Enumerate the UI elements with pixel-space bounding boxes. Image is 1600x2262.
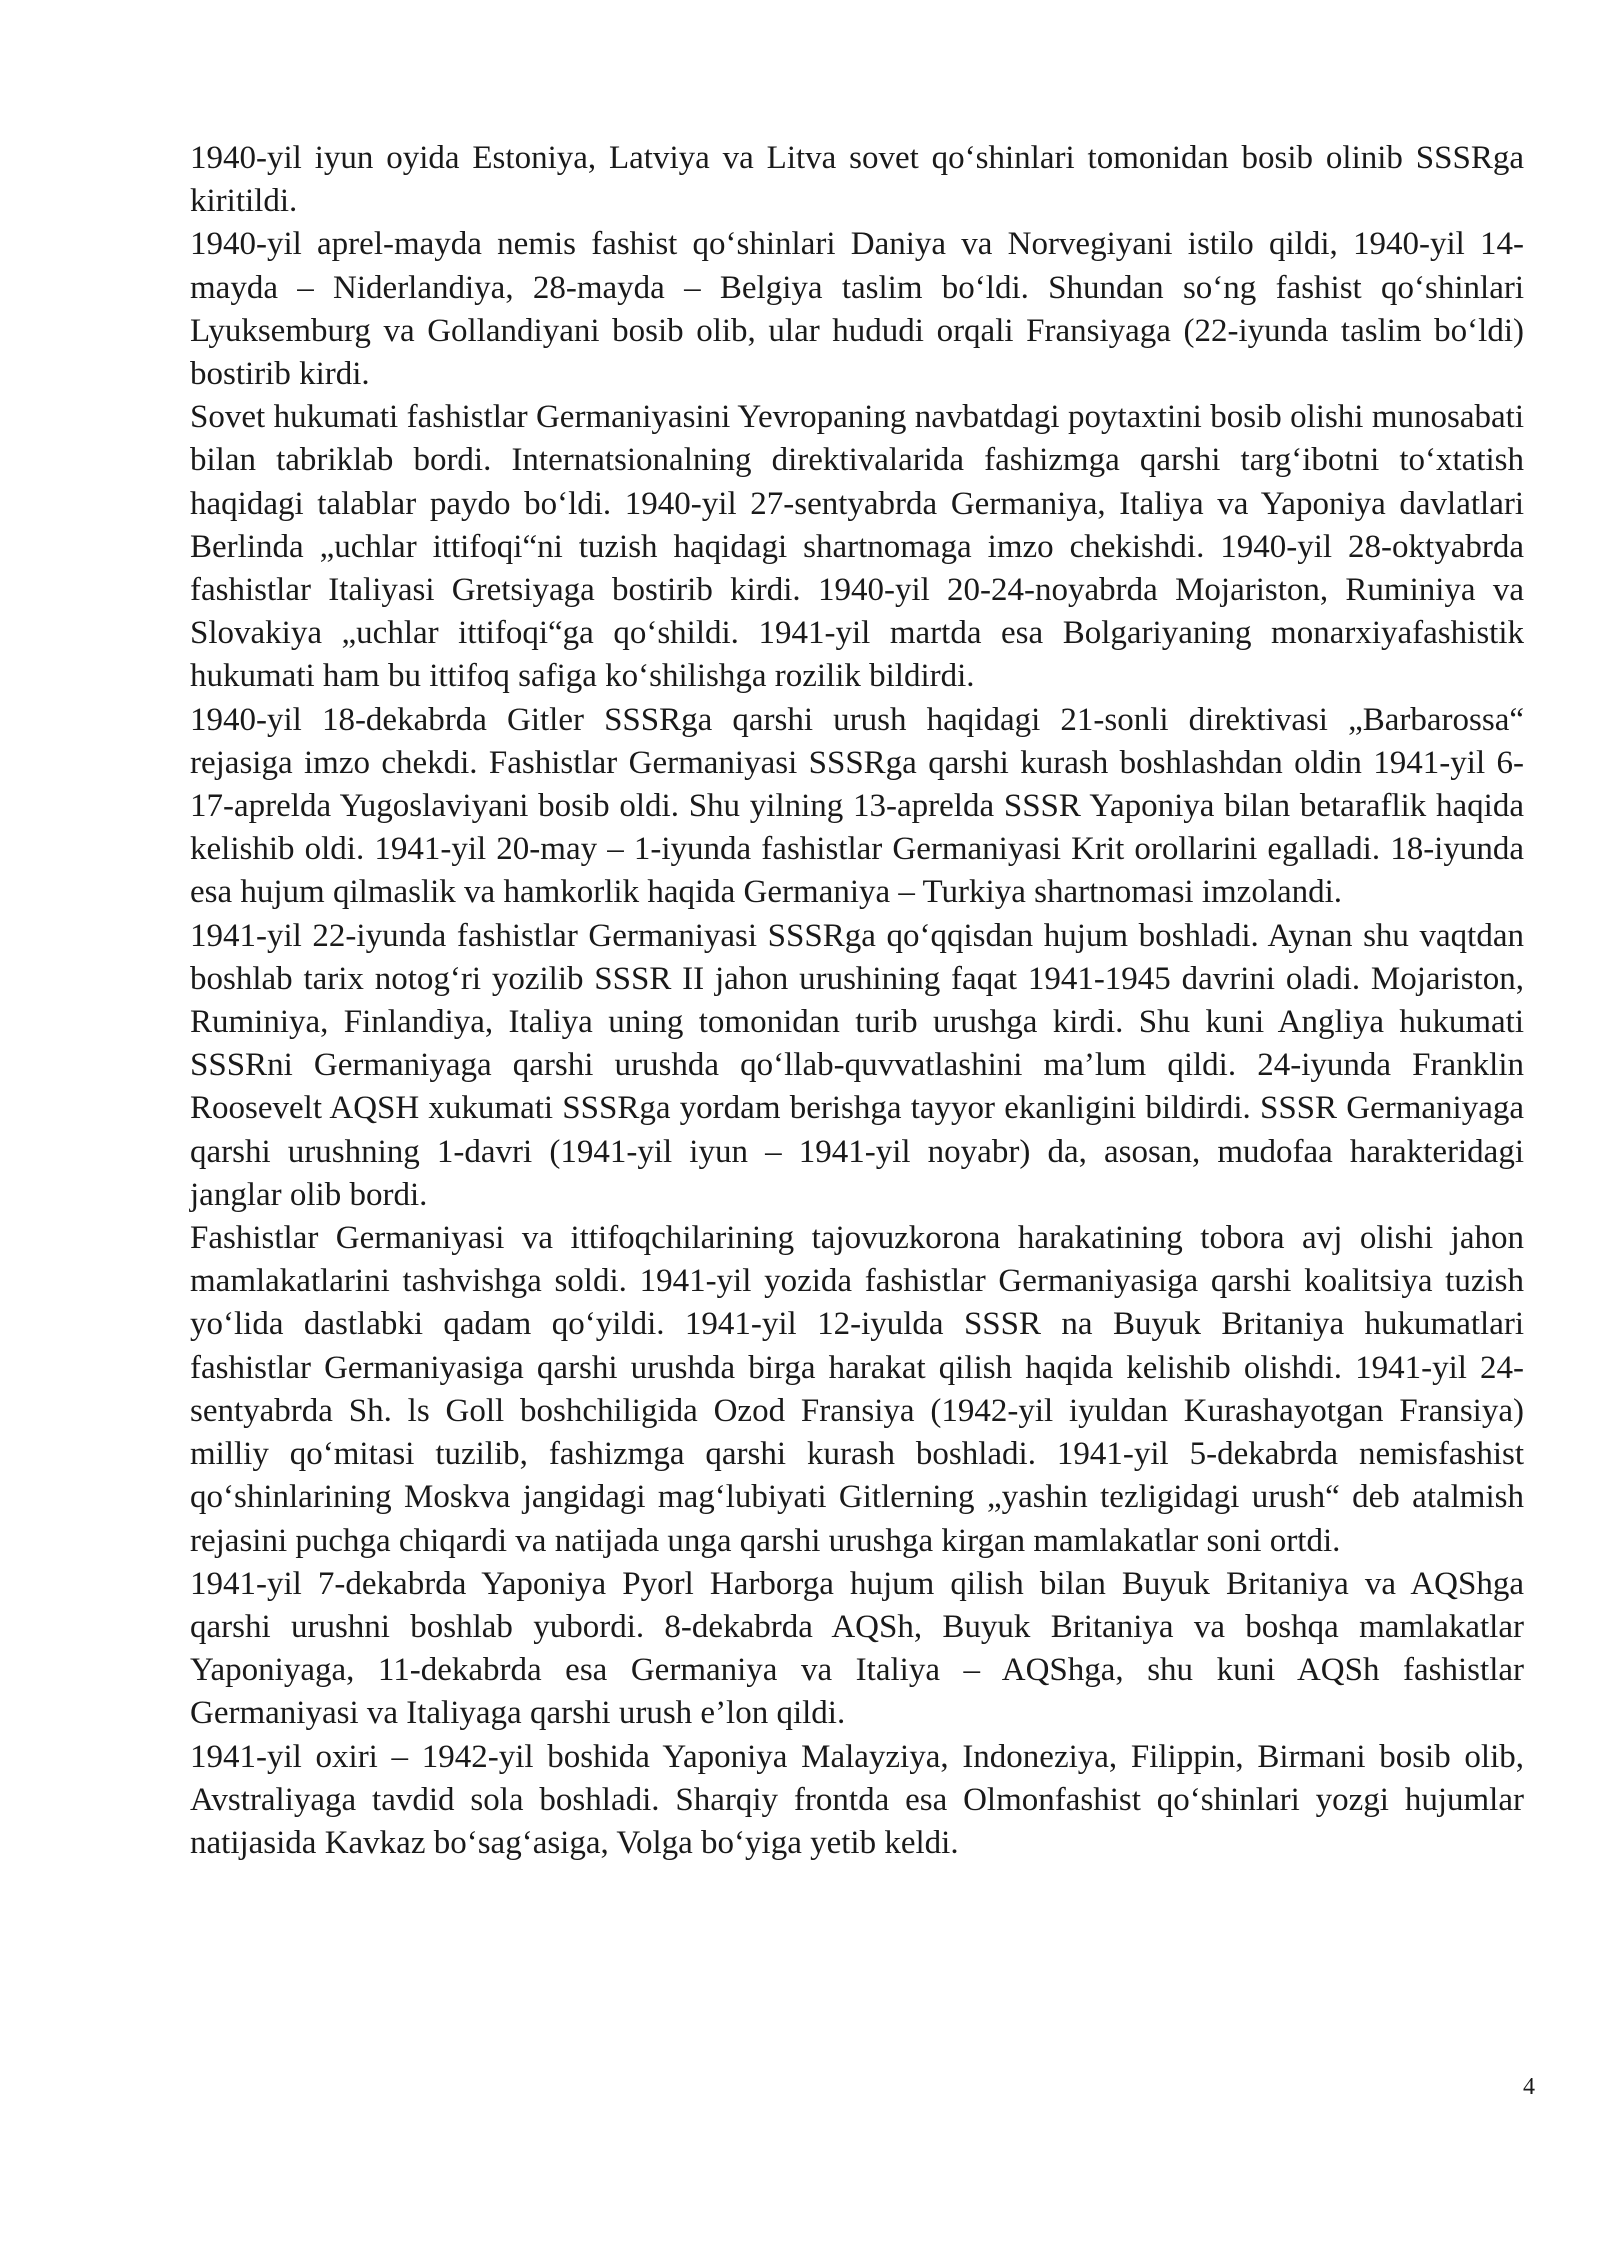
paragraph: 1940-yil 18-dekabrda Gitler SSSRga qarshi urush haqidagi 21-sonli direktivasi „Barbarossa“ rejasiga imzo chekdi. Fashistlar Germaniyasi SSSRga qarshi kurash boshlashdan oldin 1941-yil 6-17-aprelda Yugoslaviyani bosib oldi. Shu yilning 13-aprelda SSSR Yaponiya bilan betaraflik haqida kelishib oldi. 1941-yil 20-may – 1-iyunda fashistlar Germaniyasi Krit orollarini egalladi. 18-iyunda esa hujum qilmaslik va hamkorlik haqida Germaniya – Turkiya shartnomasi imzolandi. [190, 701, 1524, 911]
paragraph: 1940-yil iyun oyida Estoniya, Latviya va Litva sovet qo‘shinlari tomonidan bosib olinib SSSRga kiritildi. [190, 140, 1524, 220]
paragraph: Sovet hukumati fashistlar Germaniyasini Yevropaning navbatdagi poytaxtini bosib olishi munosabati bilan tabriklab bordi. Internatsionalning direktivalarida fashizmga qarshi targ‘ibotni to‘xtatish haqidagi talablar paydo bo‘ldi. 1940-yil 27-sentyabrda Germaniya, Italiya va Yaponiya davlatlari Berlinda „uchlar ittifoqi“ni tuzish haqidagi shartnomaga imzo chekishdi. 1940-yil 28-oktyabrda fashistlar Italiyasi Gretsiyaga bostirib kirdi. 1940-yil 20-24-noyabrda Mojariston, Ruminiya va Slovakiya „uchlar ittifoqi“ga qo‘shildi. 1941-yil martda esa Bolgariyaning monarxiyafashistik hukumati ham bu ittifoq safiga ko‘shilishga rozilik bildirdi. [190, 399, 1524, 695]
paragraph: 1941-yil 22-iyunda fashistlar Germaniyasi SSSRga qo‘qqisdan hujum boshladi. Aynan shu vaqtdan boshlab tarix notog‘ri yozilib SSSR II jahon urushining faqat 1941-1945 davrini oladi. Mojariston, Ruminiya, Finlandiya, Italiya uning tomonidan turib urushga kirdi. Shu kuni Angliya hukumati SSSRni Germaniyaga qarshi urushda qo‘llab-quvvatlashini ma’lum qildi. 24-iyunda Franklin Roosevelt AQSH xukumati SSSRga yordam berishga tayyor ekanligini bildirdi. SSSR Germaniyaga qarshi urushning 1-davri (1941-yil iyun – 1941-yil noyabr) da, asosan, mudofaa harakteridagi janglar olib bordi. [190, 917, 1524, 1213]
paragraph: 1941-yil oxiri – 1942-yil boshida Yaponiya Malayziya, Indoneziya, Filippin, Birmani bosib olib, Avstraliyaga tavdid sola boshladi. Sharqiy frontda esa Olmonfashist qo‘shinlari yozgi hujumlar natijasida Kavkaz bo‘sag‘asiga, Volga bo‘yiga yetib keldi. [190, 1738, 1524, 1861]
page-number: 4 [1523, 2074, 1535, 2100]
paragraph: 1940-yil aprel-mayda nemis fashist qo‘shinlari Daniya va Norvegiyani istilo qildi, 1940-yil 14-mayda – Niderlandiya, 28-mayda – Belgiya taslim bo‘ldi. Shundan so‘ng fashist qo‘shinlari Lyuksemburg va Gollandiyani bosib olib, ular hududi orqali Fransiyaga (22-iyunda taslim bo‘ldi) bostirib kirdi. [190, 226, 1524, 393]
paragraph: 1941-yil 7-dekabrda Yaponiya Pyorl Harborga hujum qilish bilan Buyuk Britaniya va AQShga qarshi urushni boshlab yubordi. 8-dekabrda AQSh, Buyuk Britaniya va boshqa mamlakatlar Yaponiyaga, 11-dekabrda esa Germaniya va Italiya – AQShga, shu kuni AQSh fashistlar Germaniyasi va Italiyaga qarshi urush e’lon qildi. [190, 1565, 1524, 1732]
paragraph: Fashistlar Germaniyasi va ittifoqchilarining tajovuzkorona harakatining tobora avj olishi jahon mamlakatlarini tashvishga soldi. 1941-yil yozida fashistlar Germaniyasiga qarshi koalitsiya tuzish yo‘lida dastlabki qadam qo‘yildi. 1941-yil 12-iyulda SSSR na Buyuk Britaniya hukumatlari fashistlar Germaniyasiga qarshi urushda birga harakat qilish haqida kelishib olishdi. 1941-yil 24-sentyabrda Sh. ls Goll boshchiligida Ozod Fransiya (1942-yil iyuldan Kurashayotgan Fransiya) milliy qo‘mitasi tuzilib, fashizmga qarshi kurash boshladi. 1941-yil 5-dekabrda nemisfashist qo‘shinlarining Moskva jangidagi mag‘lubiyati Gitlerning „yashin tezligidagi urush“ deb atalmish rejasini puchga chiqardi va natijada unga qarshi urushga kirgan mamlakatlar soni ortdi. [190, 1220, 1524, 1559]
document-body [190, 137, 1524, 1865]
